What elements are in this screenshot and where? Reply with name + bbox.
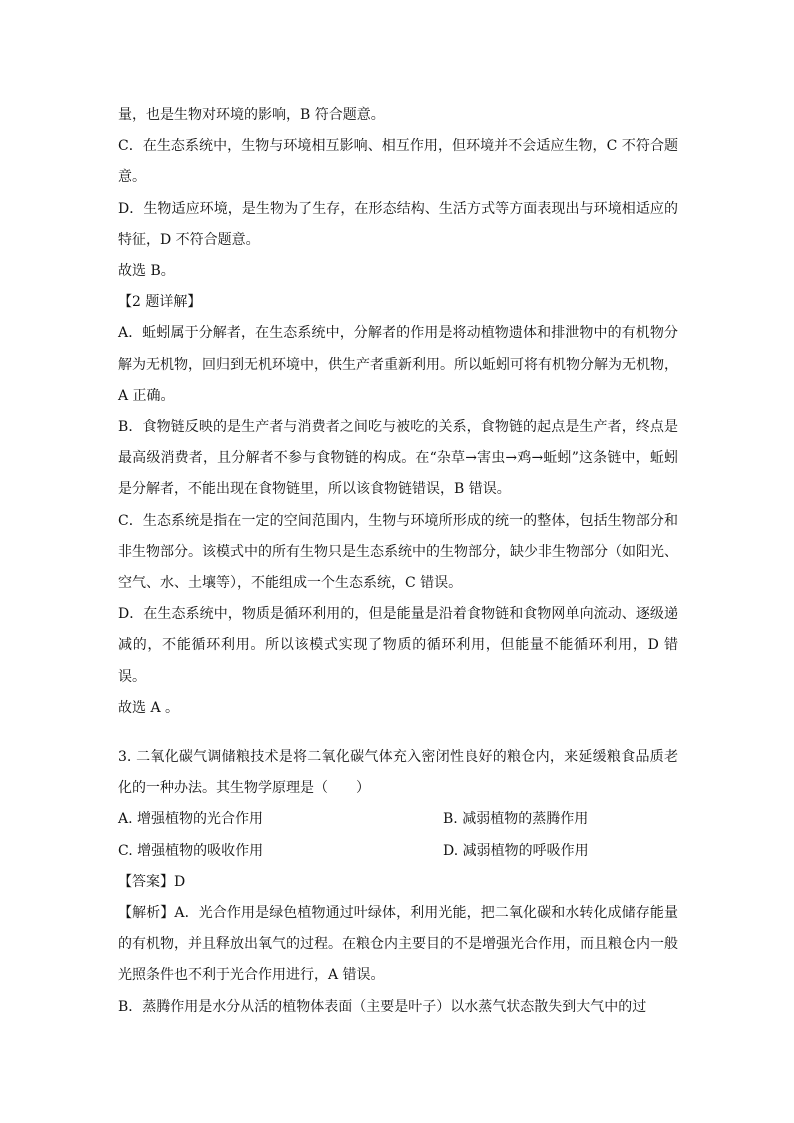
paragraph-q2-option-b: B．食物链反映的是生产者与消费者之间吃与被吃的关系，食物链的起点是生产者，终点是最高级消费者，且分解者不参与食物链的构成。在“杂草→害虫→鸡→蚯蚓”这条链中，蚯蚓是分解者，不能出现在食物链里，所以该食物链错误，B 错误。 [118,419,678,498]
paragraph-q2-option-d: D．在生态系统中，物质是循环利用的，但是能量是沿着食物链和食物网单向流动、逐级递减的，不能循环利用。所以该模式实现了物质的循环利用，但能量不能循环利用，D 错误。 [118,606,678,685]
paragraph-choose-b: 故选 B。 [118,263,175,280]
question-3-stem: 3. 二氧化碳气调储粮技术是将二氧化碳气体充入密闭性良好的粮仓内，来延缓粮食品质老化的一种办法。其生物学原理是（ ） [118,749,678,797]
section-heading-q2-detail: 【2 题详解】 [118,294,202,311]
paragraph-b-conclusion: 量，也是生物对环境的影响，B 符合题意。 [118,107,385,123]
analysis-paragraph-b: B．蒸腾作用是水分从活的植物体表面（主要是叶子）以水蒸气状态散失到大气中的过 [118,998,647,1015]
paragraph-q2-option-c: C．生态系统是指在一定的空间范围内，生物与环境所形成的统一的整体，包括生物部分和非生物部分。该模式中的所有生物只是生态系统中的生物部分，缺少非生物部分（如阳光、空气、水、土壤等），不能组成一个生态系统，C 错误。 [118,512,678,592]
paragraph-option-d-explanation: D．生物适应环境，是生物为了生存，在形态结构、生活方式等方面表现出与环境相适应的特征，D 不符合题意。 [118,200,678,248]
option-c: C. 增强植物的吸收作用 [118,842,264,859]
analysis-paragraph-a: 【解析】A．光合作用是绿色植物通过叶绿体，利用光能，把二氧化碳和水转化成储存能量的有机物，并且释放出氧气的过程。在粮仓内主要目的不是增强光合作用，而且粮仓内一般光照条件也不利于光合作用进行，A 错误。 [118,905,678,984]
paragraph-option-c-explanation: C．在生态系统中，生物与环境相互影响、相互作用，但环境并不会适应生物，C 不符合题意。 [118,138,678,186]
option-d: D. 减弱植物的呼吸作用 [443,842,589,859]
document-body [118,100,678,1023]
answer-label: 【答案】D [118,873,186,890]
option-b: B. 减弱植物的蒸腾作用 [443,811,589,828]
question-3-options [118,804,678,866]
paragraph-choose-a: 故选 A 。 [118,699,180,716]
paragraph-q2-option-a: A．蚯蚓属于分解者，在生态系统中，分解者的作用是将动植物遗体和排泄物中的有机物分解为无机物，回归到无机环境中，供生产者重新利用。所以蚯蚓可将有机物分解为无机物，A 正确。 [118,325,678,404]
spacer [118,724,678,742]
option-a: A. 增强植物的光合作用 [118,811,264,828]
